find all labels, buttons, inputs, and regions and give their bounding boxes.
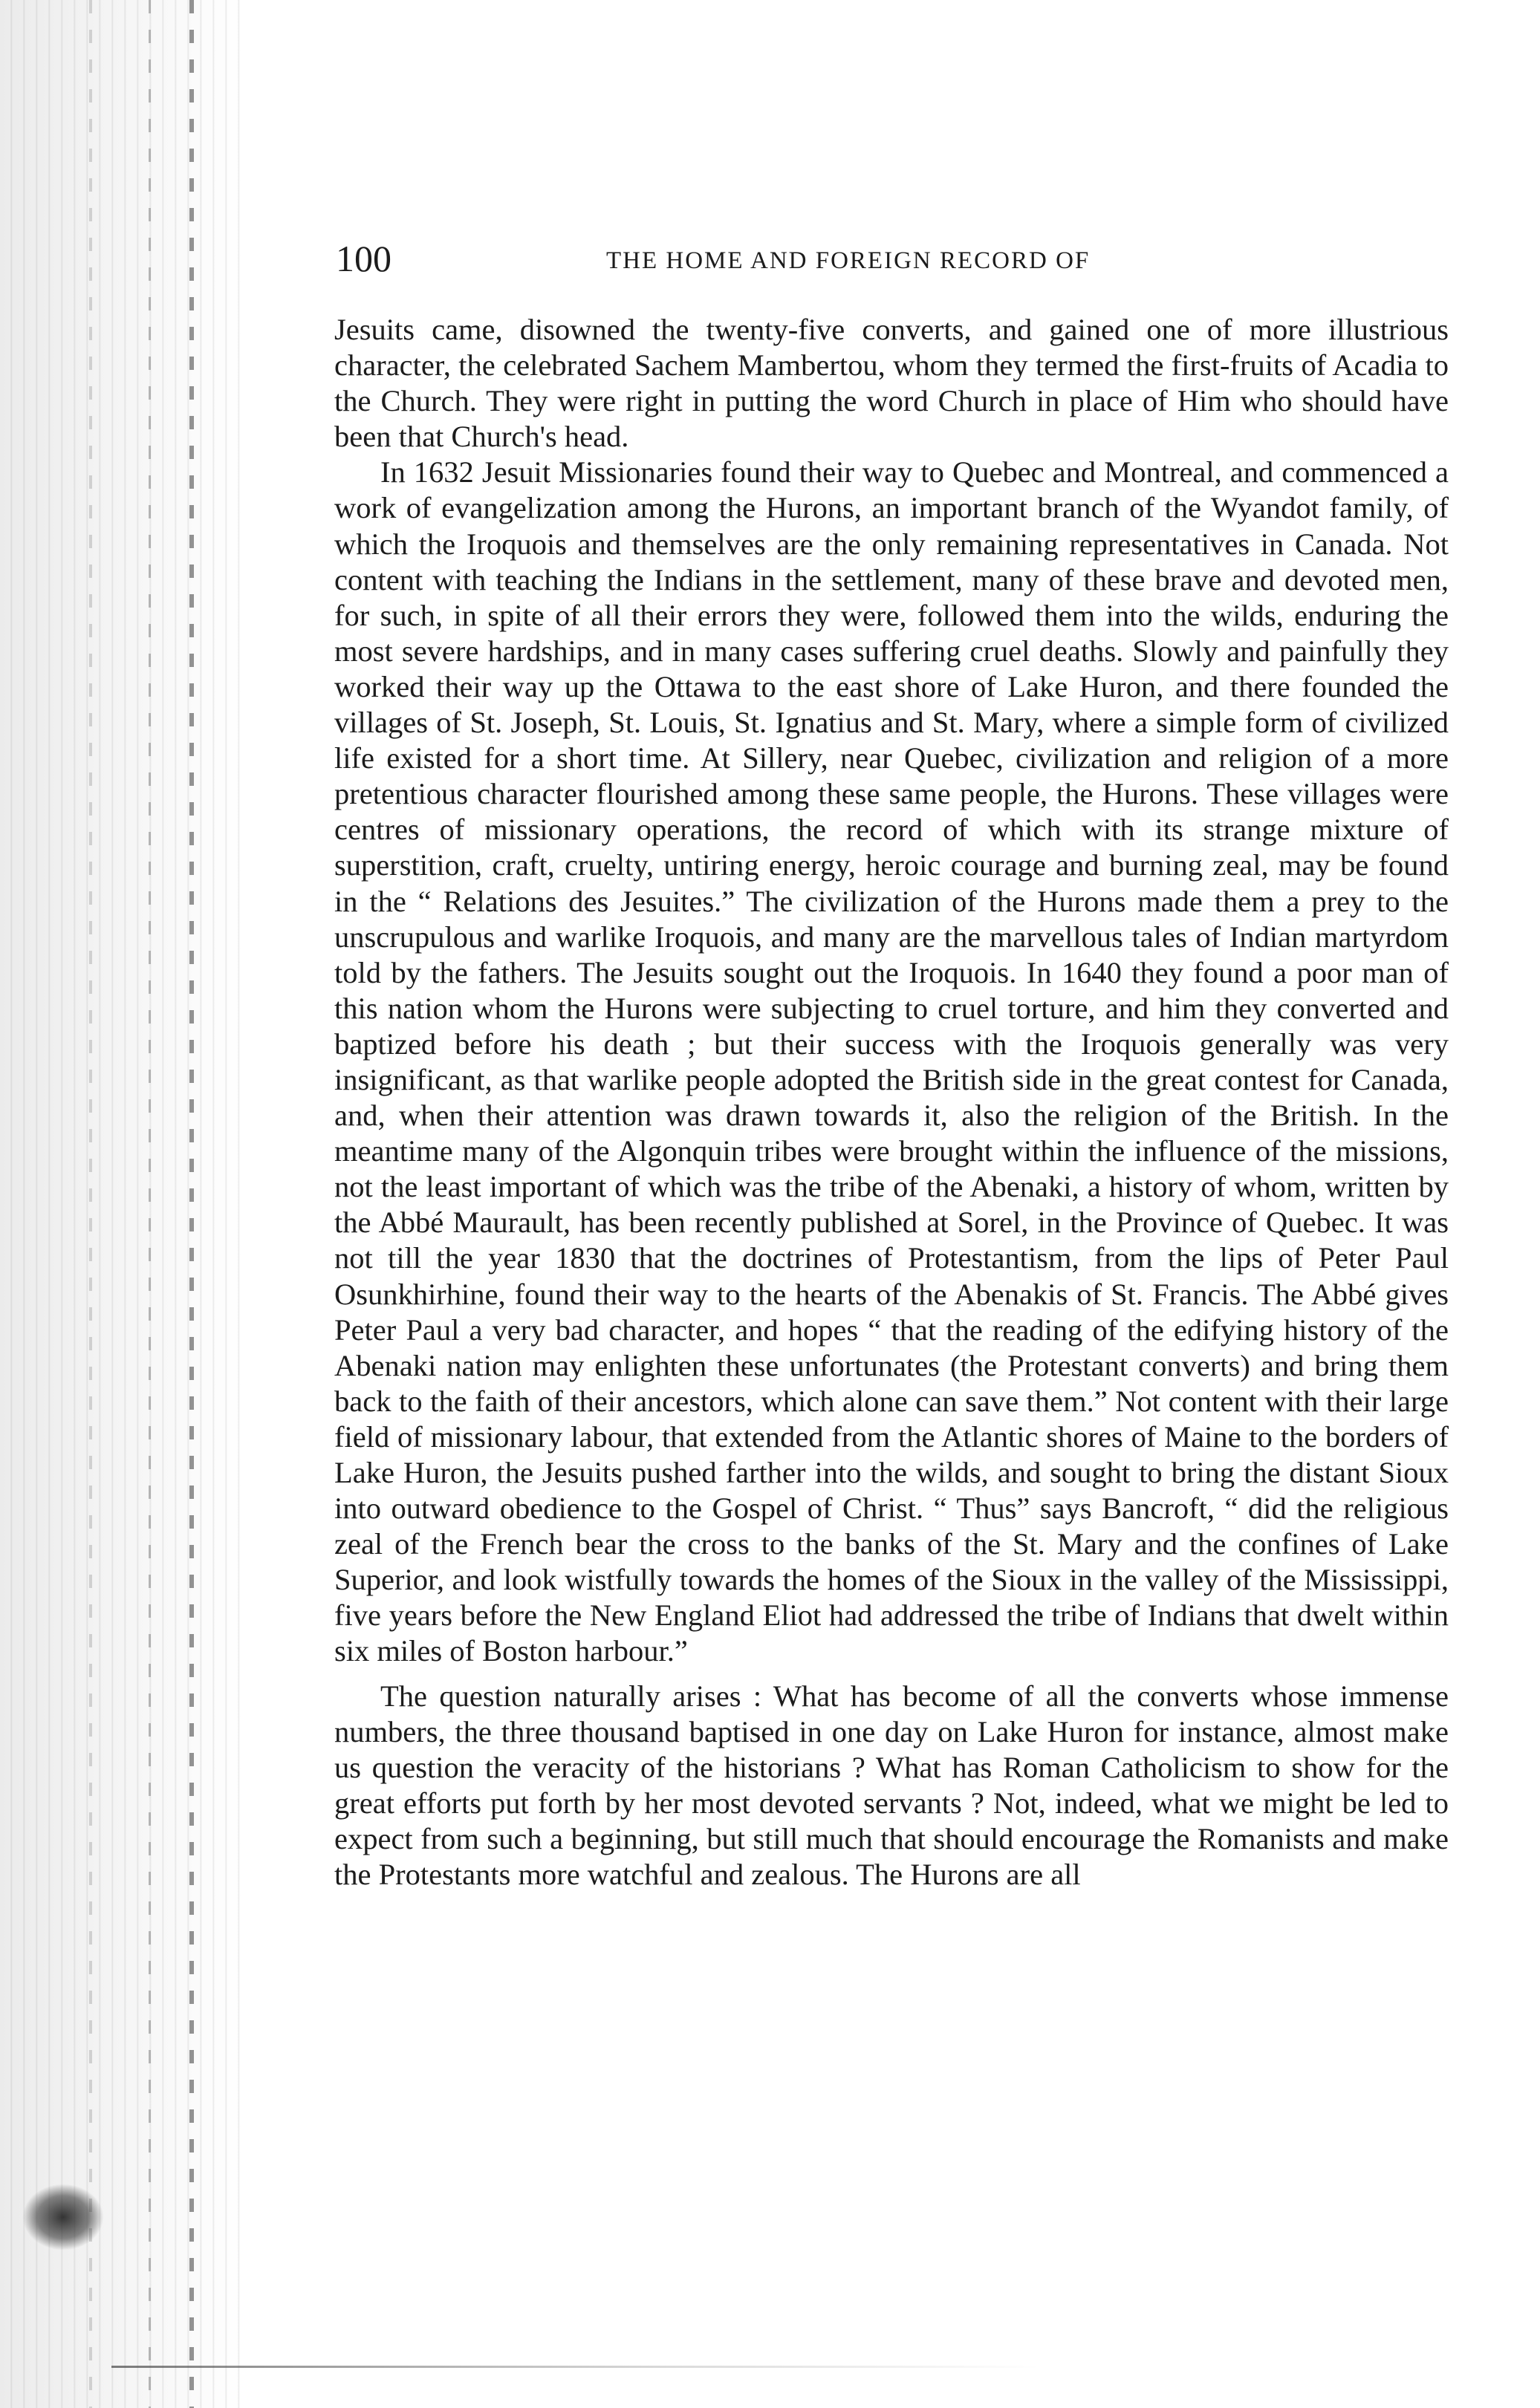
- binding-edge-mark: [189, 0, 194, 2408]
- paragraph: The question naturally arises : What has become of all the converts whose immense numbers, the three thousand baptised in one day on Lake Huron for instance, almost make us question the veracity of the historians ? What has Roman Catholicism to show for the great efforts put forth by her most devoted servants ? Not, indeed, what we might be led to expect from such a beginning, but still much that should encourage the Romanists and make the Protestants more watchful and zealous. The Hurons are all: [334, 1679, 1449, 1892]
- binding-edge-mark: [149, 0, 151, 2408]
- paragraph: Jesuits came, disowned the twenty-five converts, and gained one of more illustrious character, the celebrated Sachem Mambertou, whom they termed the first-fruits of Acadia to the Church. They were right in putting the word Church in place of Him who should have been that Church's head.: [334, 313, 1449, 454]
- paragraph: In 1632 Jesuit Missionaries found their way to Quebec and Montreal, and commenced a work of evangelization among the Hurons, an important branch of the Wyandot family, of which the Iroquois and themselves are the only remaining representatives in Canada. Not content with teaching the Indians in the settlement, many of these brave and devoted men, for such, in spite of all their errors they were, followed them into the wilds, enduring the most severe hardships, and in many cases suffering cruel deaths. Slowly and painfully they worked their way up the Ottawa to the east shore of Lake Huron, and there founded the villages of St. Joseph, St. Louis, St. Ignatius and St. Mary, where a simple form of civilized life existed for a short time. At Sillery, near Quebec, civilization and religion of a more pretentious character flourished among these same people, the Hurons. These villages were centres of missionary operations, the record of which with its strange mixture of superstition, craft, cruelty, untiring energy, heroic courage and burning zeal, may be found in the “ Relations des Jesuites.” The civilization of the Hurons made them a prey to the unscrupulous and warlike Iroquois, and many are the marvellous tales of Indian martyrdom told by the fathers. The Jesuits sought out the Iroquois. In 1640 they found a poor man of this nation whom the Hurons were subjecting to cruel torture, and him they converted and baptized before his death ; but their success with the Iroquois generally was very insignificant, as that warlike people adopted the British side in the great contest for Canada, and, when their attention was drawn towards it, also the religion of the British. In the meantime many of the Algonquin tribes were brought within the influence of the missions, not the least important of which was the tribe of the Abenaki, a history of whom, written by the Abbé Maurault, has been recently published at Sorel, in the Province of Quebec. It was not till the year 1830 that the doctrines of Protestantism, from the lips of Peter Paul Osunkhirhine, found their way to the hearts of the Abenakis of St. Francis. The Abbé gives Peter Paul a very bad character, and hopes “ that the reading of the edifying history of the Abenaki nation may enlighten these unfortunates (the Protestant converts) and bring them back to the faith of their ancestors, which alone can save them.” Not content with their large field of missionary labour, that extended from the Atlantic shores of Maine to the borders of Lake Huron, the Jesuits pushed farther into the wilds, and sought to bring the distant Sioux into outward obedience to the Gospel of Christ. “ Thus” says Bancroft, “ did the religious zeal of the French bear the cross to the banks of the St. Mary and the confines of Lake Superior, and look wistfully towards the homes of the Sioux in the valley of the Mississippi, five years before the New England Eliot had addressed the tribe of Indians that dwelt within six miles of Boston harbour.”: [334, 455, 1449, 1668]
- ink-blot: [22, 2184, 104, 2251]
- running-head: THE HOME AND FOREIGN RECORD OF: [606, 247, 1091, 274]
- bottom-edge-rule: [111, 2366, 1040, 2368]
- page-gutter-shadow: [0, 0, 245, 2408]
- body-text: [334, 312, 1449, 1893]
- page-number: 100: [336, 238, 392, 279]
- binding-edge-mark: [89, 0, 92, 2408]
- page-header: [336, 236, 1458, 288]
